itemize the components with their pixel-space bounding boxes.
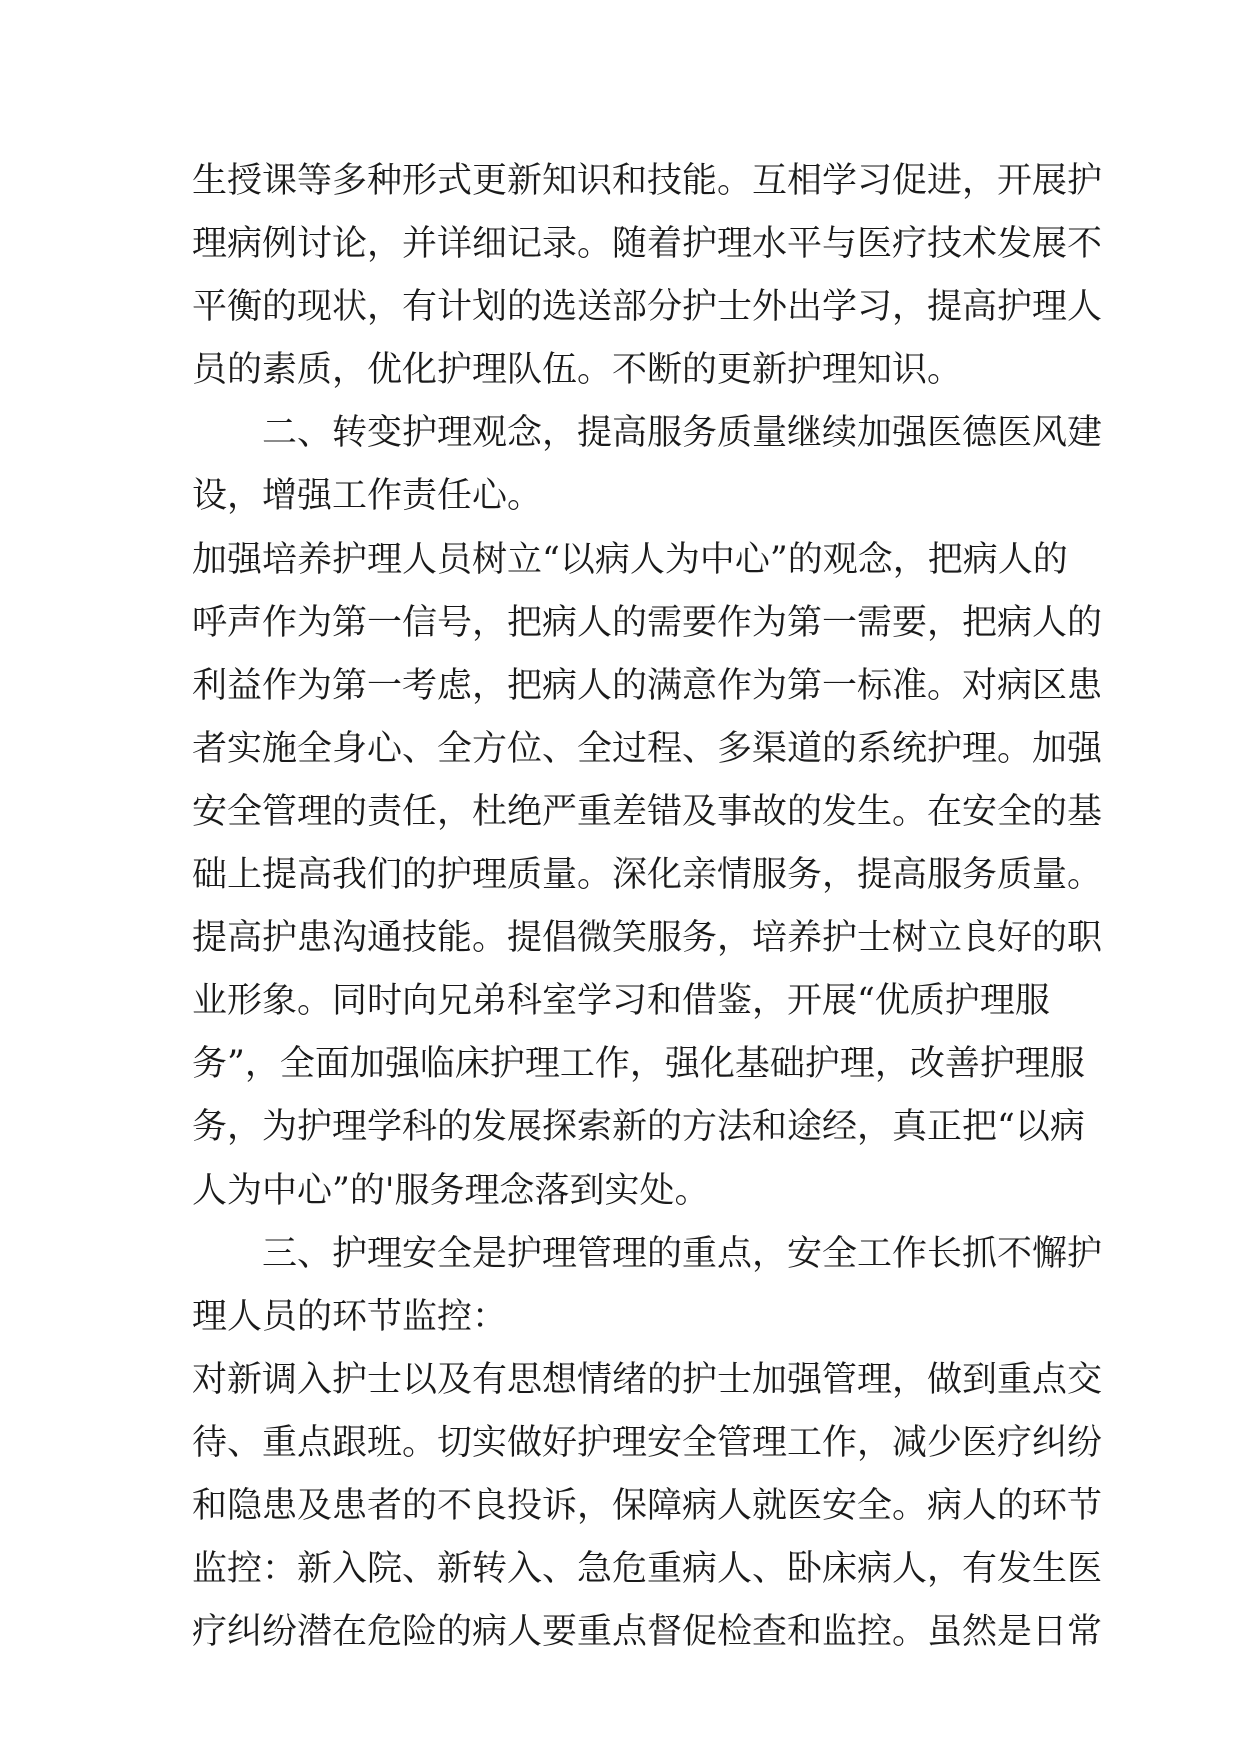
section-heading-2-cont: 设，增强工作责任心。 [192, 476, 543, 517]
text-line: 疗纠纷潜在危险的病人要重点督促检查和监控。虽然是日常 [192, 1612, 1103, 1653]
text-line: 务”，全面加强临床护理工作，强化基础护理，改善护理服 [192, 1044, 1085, 1085]
document-page [192, 150, 1103, 1664]
text-line: 础上提高我们的护理质量。深化亲情服务，提高服务质量。 [192, 855, 1103, 896]
section-heading-3: 三、护理安全是护理管理的重点，安全工作长抓不懈护 [262, 1233, 1103, 1274]
text-line: 者实施全身心、全方位、全过程、多渠道的系统护理。加强 [192, 728, 1103, 769]
text-line: 生授课等多种形式更新知识和技能。互相学习促进，开展护 [192, 161, 1103, 201]
text-line: 对新调入护士以及有思想情绪的护士加强管理，做到重点交 [192, 1359, 1103, 1400]
text-line: 平衡的现状，有计划的选送部分护士外出学习，提高护理人 [192, 287, 1103, 328]
text-line: 业形象。同时向兄弟科室学习和借鉴，开展“优质护理服 [192, 981, 1050, 1022]
text-line: 监控：新入院、新转入、急危重病人、卧床病人，有发生医 [192, 1549, 1103, 1590]
text-line: 提高护患沟通技能。提倡微笑服务，培养护士树立良好的职 [192, 918, 1103, 959]
text-line: 务，为护理学科的发展探索新的方法和途经，真正把“以病 [192, 1107, 1085, 1148]
text-line: 人为中心”的'服务理念落到实处。 [192, 1170, 710, 1211]
text-line: 加强培养护理人员树立“以病人为中心”的观念，把病人的 [192, 539, 1068, 580]
text-line: 待、重点跟班。切实做好护理安全管理工作，减少医疗纠纷 [192, 1422, 1103, 1463]
text-line: 利益作为第一考虑，把病人的满意作为第一标准。对病区患 [192, 665, 1103, 706]
text-line: 理病例讨论，并详细记录。随着护理水平与医疗技术发展不 [192, 224, 1103, 265]
text-line: 员的素质，优化护理队伍。不断的更新护理知识。 [192, 350, 963, 391]
section-heading-2: 二、转变护理观念，提高服务质量继续加强医德医风建 [262, 413, 1103, 454]
text-line: 和隐患及患者的不良投诉，保障病人就医安全。病人的环节 [192, 1485, 1103, 1526]
text-line: 安全管理的责任，杜绝严重差错及事故的发生。在安全的基 [192, 791, 1103, 832]
section-heading-3-cont: 理人员的环节监控： [192, 1296, 508, 1337]
text-line: 呼声作为第一信号，把病人的需要作为第一需要，把病人的 [192, 602, 1103, 643]
